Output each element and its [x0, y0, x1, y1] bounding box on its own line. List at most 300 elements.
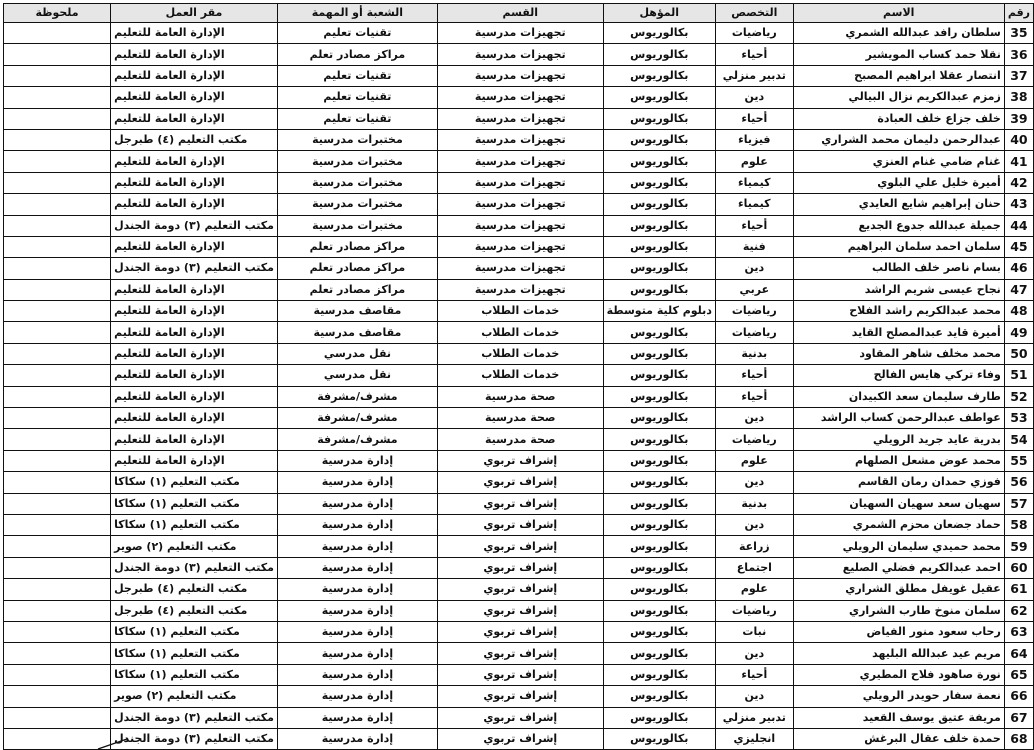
row-task: إدارة مدرسية	[277, 621, 437, 642]
row-num: 46	[1004, 258, 1033, 279]
row-num: 68	[1004, 728, 1033, 749]
row-name: نعمة سفار حويدر الرويلي	[793, 686, 1004, 707]
row-specialty: تدبير منزلي	[715, 707, 793, 728]
row-note	[4, 621, 111, 642]
row-qualification: بكالوريوس	[603, 322, 715, 343]
header-department: القسم	[437, 4, 603, 23]
row-specialty: اجتماع	[715, 557, 793, 578]
row-workplace: الإدارة العامة للتعليم	[111, 23, 278, 44]
row-num: 41	[1004, 151, 1033, 172]
table-row	[4, 258, 1034, 279]
row-qualification: بكالوريوس	[603, 514, 715, 535]
row-name: انتصار عقلا ابراهيم المصبح	[793, 65, 1004, 86]
row-note	[4, 322, 111, 343]
row-workplace: الإدارة العامة للتعليم	[111, 194, 278, 215]
row-department: إشراف تربوي	[437, 472, 603, 493]
row-specialty: أحياء	[715, 664, 793, 685]
row-name: احمد عبدالكريم فضلي الصليع	[793, 557, 1004, 578]
row-name: محمد عبدالكريم راشد الفلاح	[793, 301, 1004, 322]
row-department: تجهيزات مدرسية	[437, 129, 603, 150]
row-task: مختبرات مدرسية	[277, 215, 437, 236]
row-specialty: دين	[715, 472, 793, 493]
table-row	[4, 728, 1034, 749]
row-workplace: مكتب التعليم (٤) طبرجل	[111, 129, 278, 150]
row-num: 53	[1004, 408, 1033, 429]
row-note	[4, 65, 111, 86]
row-task: تقنيات تعليم	[277, 108, 437, 129]
row-workplace: مكتب التعليم (١) سكاكا	[111, 621, 278, 642]
row-note	[4, 87, 111, 108]
row-department: تجهيزات مدرسية	[437, 87, 603, 108]
row-department: تجهيزات مدرسية	[437, 108, 603, 129]
row-note	[4, 215, 111, 236]
table-row	[4, 686, 1034, 707]
row-qualification: بكالوريوس	[603, 129, 715, 150]
row-workplace: مكتب التعليم (١) سكاكا	[111, 643, 278, 664]
row-name: عبدالرحمن دليمان محمد الشراري	[793, 129, 1004, 150]
row-task: إدارة مدرسية	[277, 643, 437, 664]
row-qualification: بكالوريوس	[603, 557, 715, 578]
row-specialty: علوم	[715, 579, 793, 600]
table-row	[4, 343, 1034, 364]
row-task: إدارة مدرسية	[277, 514, 437, 535]
row-workplace: مكتب التعليم (٣) دومة الجندل	[111, 728, 278, 749]
row-department: تجهيزات مدرسية	[437, 194, 603, 215]
row-note	[4, 44, 111, 65]
table-row	[4, 44, 1034, 65]
table-row	[4, 65, 1034, 86]
row-department: تجهيزات مدرسية	[437, 258, 603, 279]
row-department: إشراف تربوي	[437, 600, 603, 621]
row-specialty: زراعة	[715, 536, 793, 557]
row-workplace: الإدارة العامة للتعليم	[111, 172, 278, 193]
row-num: 45	[1004, 236, 1033, 257]
row-num: 43	[1004, 194, 1033, 215]
row-qualification: بكالوريوس	[603, 194, 715, 215]
header-specialty: التخصص	[715, 4, 793, 23]
row-department: إشراف تربوي	[437, 728, 603, 749]
row-specialty: رياضيات	[715, 429, 793, 450]
row-name: أميرة خليل علي البلوي	[793, 172, 1004, 193]
row-workplace: الإدارة العامة للتعليم	[111, 301, 278, 322]
row-specialty: دين	[715, 643, 793, 664]
row-name: حماد جضعان محزم الشمري	[793, 514, 1004, 535]
row-specialty: أحياء	[715, 386, 793, 407]
row-specialty: رياضيات	[715, 322, 793, 343]
row-specialty: علوم	[715, 450, 793, 471]
row-qualification: بكالوريوس	[603, 600, 715, 621]
header-qualification: المؤهل	[603, 4, 715, 23]
row-specialty: دين	[715, 408, 793, 429]
row-specialty: بدنية	[715, 343, 793, 364]
row-department: تجهيزات مدرسية	[437, 23, 603, 44]
row-num: 50	[1004, 343, 1033, 364]
row-task: مراكز مصادر تعلم	[277, 258, 437, 279]
row-specialty: فنية	[715, 236, 793, 257]
row-name: مريم عيد عبدالله البليهد	[793, 643, 1004, 664]
row-task: نقل مدرسي	[277, 343, 437, 364]
row-task: مراكز مصادر تعلم	[277, 279, 437, 300]
row-name: حنان إبراهيم شايع العايدي	[793, 194, 1004, 215]
table-row	[4, 643, 1034, 664]
row-department: إشراف تربوي	[437, 686, 603, 707]
row-note	[4, 172, 111, 193]
row-num: 61	[1004, 579, 1033, 600]
header-name: الاسم	[793, 4, 1004, 23]
row-qualification: بكالوريوس	[603, 450, 715, 471]
row-department: تجهيزات مدرسية	[437, 215, 603, 236]
row-department: خدمات الطلاب	[437, 301, 603, 322]
row-note	[4, 472, 111, 493]
row-department: إشراف تربوي	[437, 450, 603, 471]
row-department: تجهيزات مدرسية	[437, 279, 603, 300]
row-note	[4, 23, 111, 44]
row-note	[4, 514, 111, 535]
staff-table-sheet	[3, 3, 1034, 750]
row-task: مختبرات مدرسية	[277, 194, 437, 215]
row-note	[4, 728, 111, 749]
row-task: مشرف/مشرفة	[277, 429, 437, 450]
row-specialty: دين	[715, 87, 793, 108]
row-num: 67	[1004, 707, 1033, 728]
row-name: أميرة قايد عبدالمصلح القايد	[793, 322, 1004, 343]
header-workplace: مقر العمل	[111, 4, 278, 23]
row-name: سلمان منوخ طارب الشراري	[793, 600, 1004, 621]
row-workplace: الإدارة العامة للتعليم	[111, 450, 278, 471]
table-row	[4, 600, 1034, 621]
row-note	[4, 365, 111, 386]
row-qualification: بكالوريوس	[603, 493, 715, 514]
row-qualification: بكالوريوس	[603, 279, 715, 300]
header-task: الشعبة أو المهمة	[277, 4, 437, 23]
table-row	[4, 365, 1034, 386]
row-task: مختبرات مدرسية	[277, 172, 437, 193]
table-row	[4, 579, 1034, 600]
row-department: صحة مدرسية	[437, 429, 603, 450]
row-workplace: مكتب التعليم (٣) دومة الجندل	[111, 258, 278, 279]
row-qualification: بكالوريوس	[603, 108, 715, 129]
row-task: مختبرات مدرسية	[277, 129, 437, 150]
row-num: 39	[1004, 108, 1033, 129]
row-workplace: مكتب التعليم (٤) طبرجل	[111, 600, 278, 621]
row-workplace: الإدارة العامة للتعليم	[111, 429, 278, 450]
table-row	[4, 621, 1034, 642]
row-qualification: بكالوريوس	[603, 258, 715, 279]
row-qualification: بكالوريوس	[603, 236, 715, 257]
row-specialty: بدنية	[715, 493, 793, 514]
row-task: إدارة مدرسية	[277, 664, 437, 685]
table-row	[4, 236, 1034, 257]
row-workplace: الإدارة العامة للتعليم	[111, 87, 278, 108]
table-row	[4, 493, 1034, 514]
header-num: رقم	[1004, 4, 1033, 23]
row-workplace: الإدارة العامة للتعليم	[111, 343, 278, 364]
row-workplace: مكتب التعليم (٢) صوير	[111, 686, 278, 707]
row-note	[4, 493, 111, 514]
row-qualification: بكالوريوس	[603, 429, 715, 450]
row-num: 57	[1004, 493, 1033, 514]
row-name: محمد مخلف شاهر المقاود	[793, 343, 1004, 364]
table-row	[4, 450, 1034, 471]
row-task: إدارة مدرسية	[277, 472, 437, 493]
row-num: 55	[1004, 450, 1033, 471]
row-task: مقاصف مدرسية	[277, 301, 437, 322]
row-qualification: بكالوريوس	[603, 408, 715, 429]
table-row	[4, 129, 1034, 150]
row-task: تقنيات تعليم	[277, 65, 437, 86]
row-task: مراكز مصادر تعلم	[277, 236, 437, 257]
row-specialty: كيمياء	[715, 172, 793, 193]
row-name: مريفة عتيق يوسف القعيد	[793, 707, 1004, 728]
row-task: مراكز مصادر تعلم	[277, 44, 437, 65]
table-row	[4, 23, 1034, 44]
row-task: مشرف/مشرفة	[277, 408, 437, 429]
row-workplace: مكتب التعليم (١) سكاكا	[111, 493, 278, 514]
row-department: إشراف تربوي	[437, 514, 603, 535]
row-department: تجهيزات مدرسية	[437, 236, 603, 257]
row-workplace: الإدارة العامة للتعليم	[111, 386, 278, 407]
row-num: 60	[1004, 557, 1033, 578]
row-num: 38	[1004, 87, 1033, 108]
row-workplace: الإدارة العامة للتعليم	[111, 236, 278, 257]
row-num: 62	[1004, 600, 1033, 621]
row-num: 64	[1004, 643, 1033, 664]
row-department: صحة مدرسية	[437, 408, 603, 429]
row-task: تقنيات تعليم	[277, 87, 437, 108]
row-qualification: بكالوريوس	[603, 386, 715, 407]
table-row	[4, 215, 1034, 236]
row-qualification: بكالوريوس	[603, 643, 715, 664]
row-name: محمد عوض مشعل الصلهام	[793, 450, 1004, 471]
table-row	[4, 386, 1034, 407]
row-name: حمدة خلف عقال البرغش	[793, 728, 1004, 749]
row-department: تجهيزات مدرسية	[437, 172, 603, 193]
row-department: خدمات الطلاب	[437, 322, 603, 343]
row-num: 63	[1004, 621, 1033, 642]
row-task: إدارة مدرسية	[277, 579, 437, 600]
row-qualification: دبلوم كلية متوسطة	[603, 301, 715, 322]
row-workplace: مكتب التعليم (٣) دومة الجندل	[111, 707, 278, 728]
row-department: تجهيزات مدرسية	[437, 151, 603, 172]
row-num: 49	[1004, 322, 1033, 343]
row-workplace: الإدارة العامة للتعليم	[111, 151, 278, 172]
row-task: إدارة مدرسية	[277, 557, 437, 578]
row-name: خلف جزاع خلف العبادة	[793, 108, 1004, 129]
row-name: فوزي حمدان رمان القاسم	[793, 472, 1004, 493]
row-task: إدارة مدرسية	[277, 707, 437, 728]
row-specialty: أحياء	[715, 44, 793, 65]
row-note	[4, 236, 111, 257]
row-name: بسام ناصر خلف الطالب	[793, 258, 1004, 279]
row-workplace: مكتب التعليم (٣) دومة الجندل	[111, 215, 278, 236]
row-num: 42	[1004, 172, 1033, 193]
row-department: إشراف تربوي	[437, 707, 603, 728]
row-specialty: كيمياء	[715, 194, 793, 215]
row-name: جميلة عبدالله جدوع الجديع	[793, 215, 1004, 236]
row-specialty: رياضيات	[715, 600, 793, 621]
row-name: نقلا حمد كساب المويشير	[793, 44, 1004, 65]
row-task: إدارة مدرسية	[277, 493, 437, 514]
row-task: إدارة مدرسية	[277, 600, 437, 621]
row-num: 66	[1004, 686, 1033, 707]
row-num: 51	[1004, 365, 1033, 386]
row-note	[4, 707, 111, 728]
row-name: محمد حميدي سليمان الرويلي	[793, 536, 1004, 557]
row-num: 47	[1004, 279, 1033, 300]
row-note	[4, 643, 111, 664]
row-specialty: فيزياء	[715, 129, 793, 150]
row-name: وفاء تركي هايس الفالح	[793, 365, 1004, 386]
row-note	[4, 450, 111, 471]
row-department: صحة مدرسية	[437, 386, 603, 407]
table-row	[4, 194, 1034, 215]
row-note	[4, 536, 111, 557]
row-name: عقيل غويفل مطلق الشراري	[793, 579, 1004, 600]
row-note	[4, 301, 111, 322]
table-row	[4, 408, 1034, 429]
row-workplace: مكتب التعليم (١) سكاكا	[111, 514, 278, 535]
row-num: 58	[1004, 514, 1033, 535]
row-name: سلطان رافد عبدالله الشمري	[793, 23, 1004, 44]
row-name: زمزم عبدالكريم نزال البيالي	[793, 87, 1004, 108]
row-specialty: تدبير منزلي	[715, 65, 793, 86]
row-department: خدمات الطلاب	[437, 343, 603, 364]
row-qualification: بكالوريوس	[603, 621, 715, 642]
row-qualification: بكالوريوس	[603, 151, 715, 172]
row-task: إدارة مدرسية	[277, 686, 437, 707]
table-row	[4, 279, 1034, 300]
row-specialty: أحياء	[715, 108, 793, 129]
row-note	[4, 258, 111, 279]
row-num: 59	[1004, 536, 1033, 557]
row-name: سهيان سعد سهيان السهيان	[793, 493, 1004, 514]
table-row	[4, 557, 1034, 578]
row-name: نورة صاهود فلاح المطيري	[793, 664, 1004, 685]
pen-stroke-mark	[97, 736, 137, 750]
row-specialty: علوم	[715, 151, 793, 172]
row-note	[4, 664, 111, 685]
row-note	[4, 194, 111, 215]
row-name: غنام ضامي غنام العنزي	[793, 151, 1004, 172]
row-workplace: الإدارة العامة للتعليم	[111, 365, 278, 386]
row-department: إشراف تربوي	[437, 557, 603, 578]
row-specialty: انجليزي	[715, 728, 793, 749]
row-department: تجهيزات مدرسية	[437, 44, 603, 65]
row-department: خدمات الطلاب	[437, 365, 603, 386]
row-department: إشراف تربوي	[437, 579, 603, 600]
row-qualification: بكالوريوس	[603, 536, 715, 557]
row-note	[4, 108, 111, 129]
row-name: نجاح عيسى شريم الراشد	[793, 279, 1004, 300]
table-header-row	[4, 4, 1034, 23]
row-num: 44	[1004, 215, 1033, 236]
row-task: مشرف/مشرفة	[277, 386, 437, 407]
row-task: نقل مدرسي	[277, 365, 437, 386]
table-row	[4, 472, 1034, 493]
row-name: طارف سليمان سعد الكبيدان	[793, 386, 1004, 407]
row-task: مقاصف مدرسية	[277, 322, 437, 343]
row-workplace: الإدارة العامة للتعليم	[111, 108, 278, 129]
row-name: بدرية عايد جريد الرويلي	[793, 429, 1004, 450]
row-num: 65	[1004, 664, 1033, 685]
row-department: تجهيزات مدرسية	[437, 65, 603, 86]
row-qualification: بكالوريوس	[603, 343, 715, 364]
row-note	[4, 408, 111, 429]
row-note	[4, 686, 111, 707]
row-department: إشراف تربوي	[437, 643, 603, 664]
row-note	[4, 386, 111, 407]
table-row	[4, 664, 1034, 685]
row-name: عواطف عبدالرحمن كساب الراشد	[793, 408, 1004, 429]
row-specialty: أحياء	[715, 215, 793, 236]
row-note	[4, 600, 111, 621]
row-department: إشراف تربوي	[437, 536, 603, 557]
row-num: 48	[1004, 301, 1033, 322]
table-row	[4, 322, 1034, 343]
row-num: 56	[1004, 472, 1033, 493]
row-qualification: بكالوريوس	[603, 728, 715, 749]
row-qualification: بكالوريوس	[603, 65, 715, 86]
row-workplace: مكتب التعليم (٤) طبرجل	[111, 579, 278, 600]
staff-table	[3, 3, 1034, 750]
row-specialty: نبات	[715, 621, 793, 642]
row-note	[4, 557, 111, 578]
row-note	[4, 279, 111, 300]
row-qualification: بكالوريوس	[603, 579, 715, 600]
row-workplace: الإدارة العامة للتعليم	[111, 44, 278, 65]
row-task: إدارة مدرسية	[277, 728, 437, 749]
table-row	[4, 87, 1034, 108]
row-qualification: بكالوريوس	[603, 365, 715, 386]
row-workplace: مكتب التعليم (١) سكاكا	[111, 664, 278, 685]
row-task: تقنيات تعليم	[277, 23, 437, 44]
row-task: إدارة مدرسية	[277, 536, 437, 557]
row-department: إشراف تربوي	[437, 621, 603, 642]
header-note: ملحوظة	[4, 4, 111, 23]
row-num: 35	[1004, 23, 1033, 44]
row-department: إشراف تربوي	[437, 664, 603, 685]
row-note	[4, 429, 111, 450]
table-row	[4, 707, 1034, 728]
row-qualification: بكالوريوس	[603, 87, 715, 108]
table-row	[4, 108, 1034, 129]
row-note	[4, 129, 111, 150]
row-qualification: بكالوريوس	[603, 707, 715, 728]
row-specialty: دين	[715, 686, 793, 707]
row-qualification: بكالوريوس	[603, 23, 715, 44]
row-qualification: بكالوريوس	[603, 44, 715, 65]
row-workplace: الإدارة العامة للتعليم	[111, 65, 278, 86]
row-num: 36	[1004, 44, 1033, 65]
row-specialty: عربي	[715, 279, 793, 300]
table-row	[4, 151, 1034, 172]
row-workplace: الإدارة العامة للتعليم	[111, 322, 278, 343]
row-specialty: رياضيات	[715, 23, 793, 44]
row-specialty: رياضيات	[715, 301, 793, 322]
row-num: 54	[1004, 429, 1033, 450]
row-task: إدارة مدرسية	[277, 450, 437, 471]
table-row	[4, 536, 1034, 557]
row-name: سلمان احمد سلمان البراهيم	[793, 236, 1004, 257]
row-workplace: مكتب التعليم (٣) دومة الجندل	[111, 557, 278, 578]
table-row	[4, 514, 1034, 535]
table-row	[4, 429, 1034, 450]
row-num: 37	[1004, 65, 1033, 86]
row-num: 52	[1004, 386, 1033, 407]
row-name: رحاب سعود منور الفياض	[793, 621, 1004, 642]
row-specialty: أحياء	[715, 365, 793, 386]
row-qualification: بكالوريوس	[603, 664, 715, 685]
